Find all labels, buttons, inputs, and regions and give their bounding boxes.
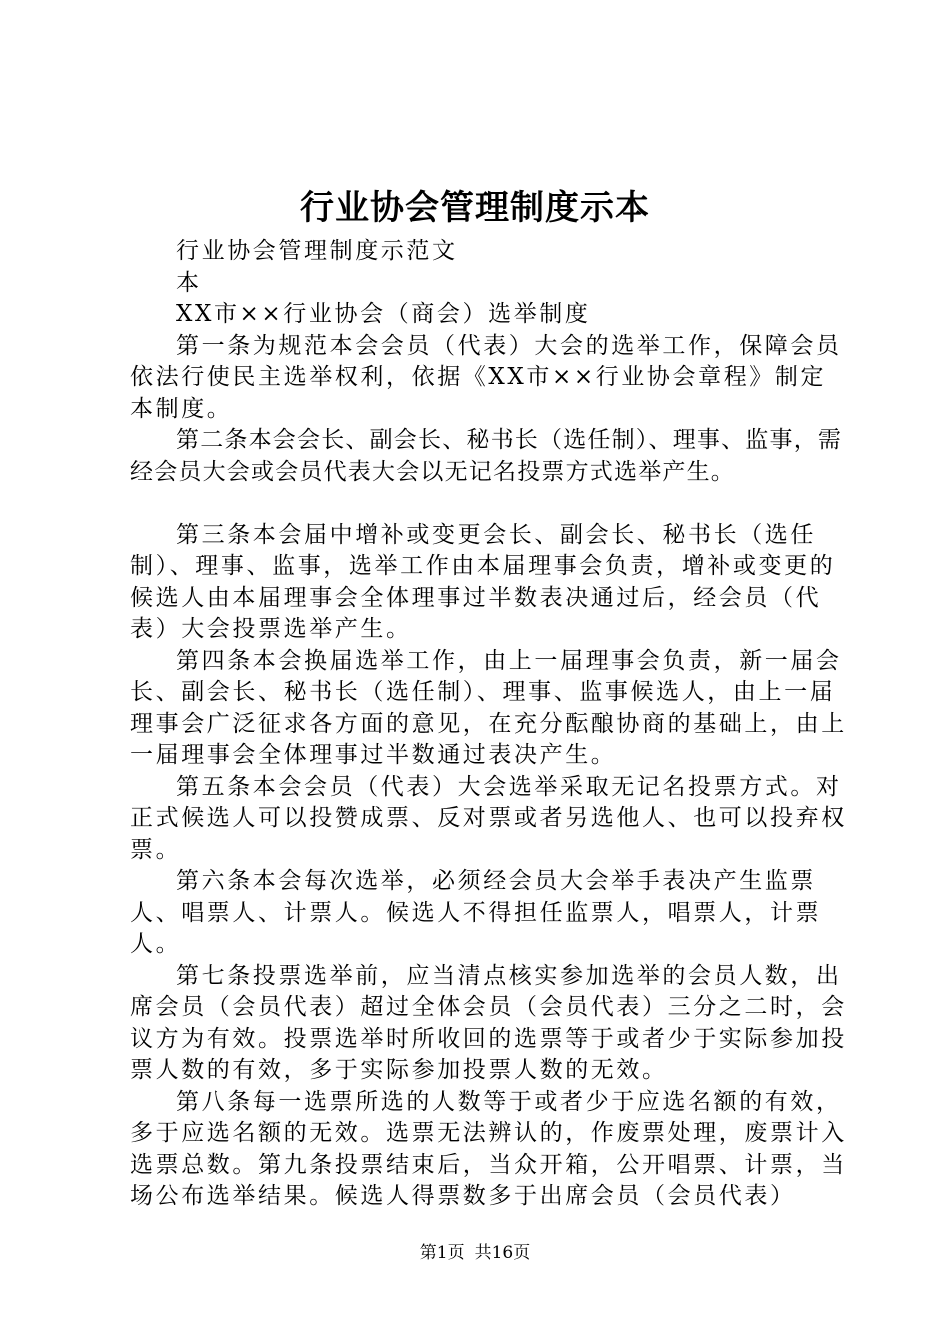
paragraph-article-4: 第四条本会换届选举工作，由上一届理事会负责，新一届会长、副会长、秘书长（选任制）、理事、监事候选人，由上一届理事会广泛征求各方面的意见，在充分酝酿协商的基础上，由上一届理事会全体理事过半数通过表决产生。 <box>130 647 847 768</box>
paragraph-article-7: 第七条投票选举前，应当清点核实参加选举的会员人数，出席会员（会员代表）超过全体会员（会员代表）三分之二时，会议方为有效。投票选举时所收回的选票等于或者少于实际参加投票人数的有效，多于实际参加投票人数的无效。 <box>130 962 847 1083</box>
paragraph-subtitle: 行业协会管理制度示范文 <box>176 238 458 264</box>
document-body <box>130 236 850 1213</box>
paragraph-subtitle-cont: 本 <box>176 269 202 296</box>
document-title: 行业协会管理制度示本 <box>300 188 650 228</box>
page-number: 第1页 <box>419 1243 465 1263</box>
paragraph-heading: XX市××行业协会（商会）选举制度 <box>176 301 591 327</box>
paragraph-article-6: 第六条本会每次选举，必须经会员大会举手表决产生监票人、唱票人、计票人。候选人不得担任监票人，唱票人，计票人。 <box>130 868 822 957</box>
paragraph-article-8: 第八条每一选票所选的人数等于或者少于应选名额的有效，多于应选名额的无效。选票无法辨认的，作废票处理，废票计入选票总数。第九条投票结束后，当众开箱，公开唱票、计票，当场公布选举结果。候选人得票数多于出席会员（会员代表） <box>130 1088 847 1209</box>
paragraph-article-3: 第三条本会届中增补或变更会长、副会长、秘书长（选任制）、理事、监事，选举工作由本届理事会负责，增补或变更的候选人由本届理事会全体理事过半数表决通过后，经会员（代表）大会投票选举产生。 <box>130 521 836 642</box>
paragraph-article-2: 第二条本会会长、副会长、秘书长（选任制）、理事、监事，需经会员大会或会员代表大会以无记名投票方式选举产生。 <box>130 427 843 485</box>
paragraph-article-5: 第五条本会会员（代表）大会选举采取无记名投票方式。对正式候选人可以投赞成票、反对票或者另选他人、也可以投弃权票。 <box>130 773 847 863</box>
page-footer <box>0 1241 950 1265</box>
page-total: 共16页 <box>474 1243 531 1263</box>
paragraph-article-1: 第一条为规范本会会员（代表）大会的选举工作，保障会员依法行使民主选举权利，依据《XX市××行业协会章程》制定本制度。 <box>130 332 842 422</box>
